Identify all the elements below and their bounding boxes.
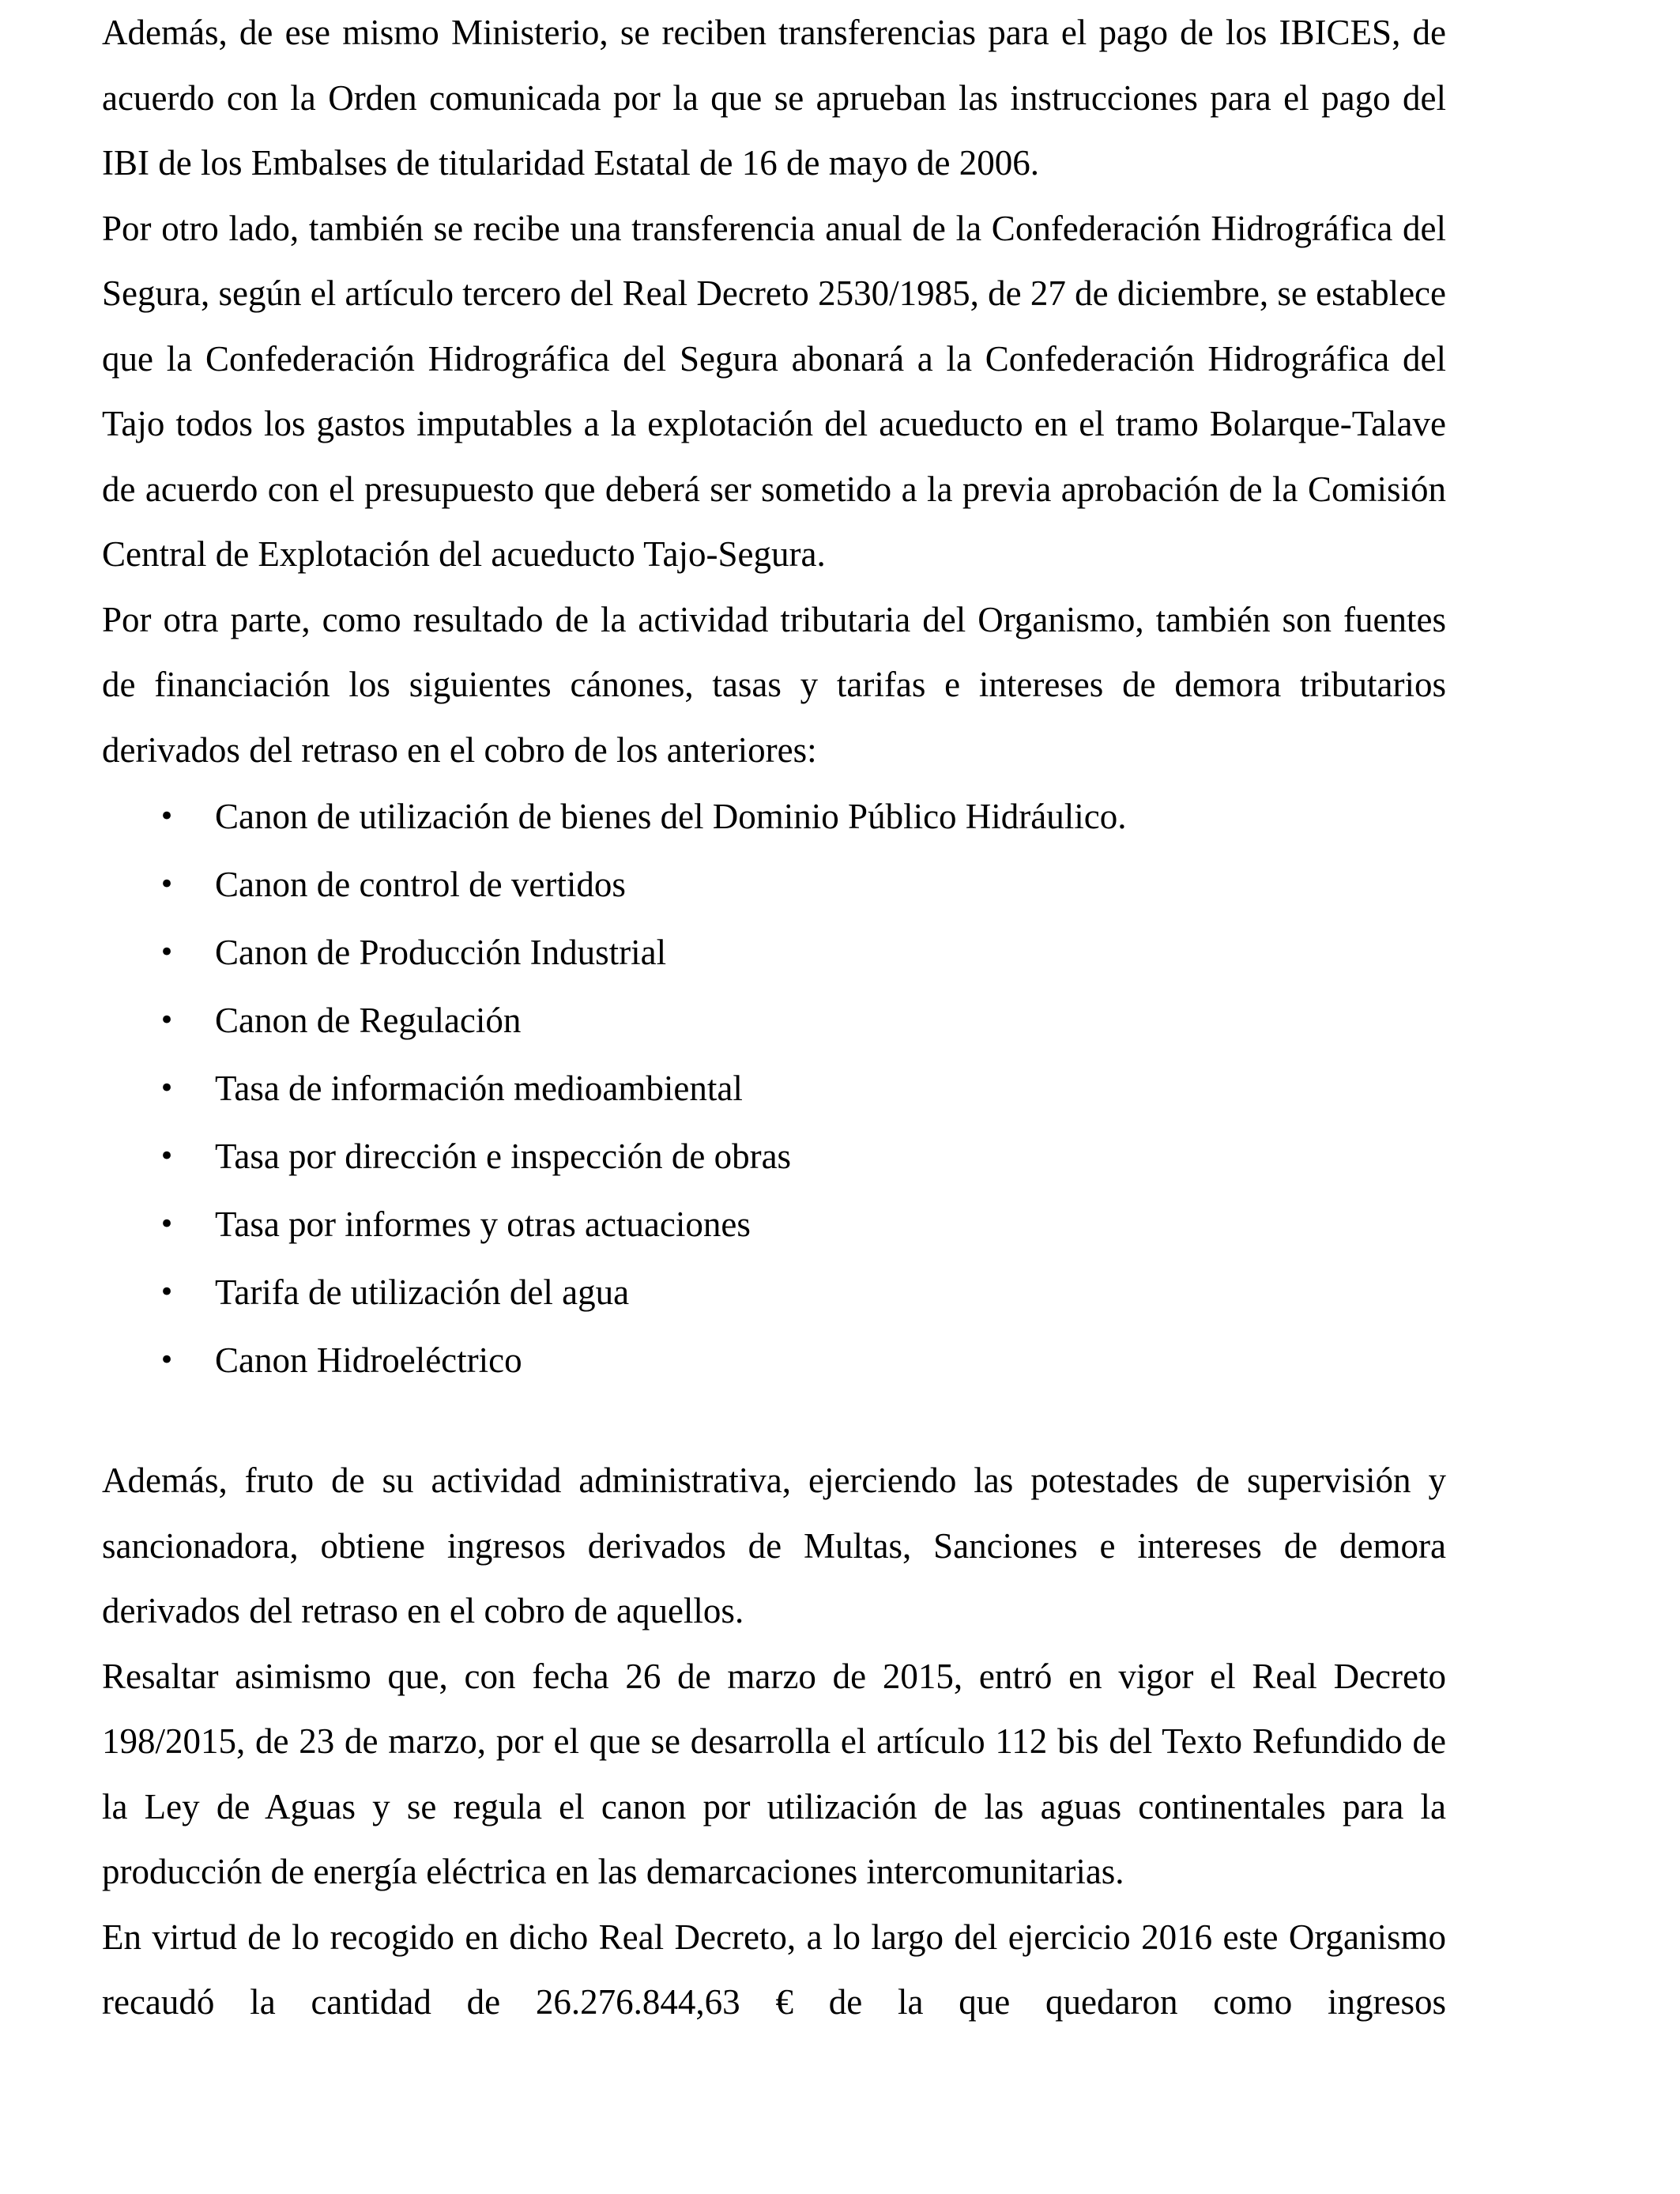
bullet-icon: •: [159, 1140, 175, 1172]
list-item: [102, 1326, 1446, 1394]
list-item-text: Tarifa de utilización del agua: [215, 1272, 630, 1312]
paragraph-ibices-transfers: Además, de ese mismo Ministerio, se reciben transferencias para el pago de los IBICES, de acuerdo con la Orden comunicada por la que se aprueban las instrucciones para el pago del IBI de los Embalses de titularidad Estatal de 16 de mayo de 2006.: [102, 13, 1446, 183]
paragraph-real-decreto: Resaltar asimismo que, con fecha 26 de marzo de 2015, entró en vigor el Real Decreto 198/2015, de 23 de marzo, por el que se desarrolla el artículo 112 bis del Texto Refundido de la Ley de Aguas y se regula el canon por utilización de las aguas continentales para la producción de energía eléctrica en las demarcaciones intercomunitarias.: [102, 1656, 1446, 1891]
paragraph-segura-transfer: Por otro lado, también se recibe una transferencia anual de la Confederación Hidrográfica del Segura, según el artículo tercero del Real Decreto 2530/1985, de 27 de diciembre, se establece que la Confederación Hidrográfica del Segura abonará a la Confederación Hidrográfica del Tajo todos los gastos imputables a la explotación del acueducto en el tramo Bolarque-Talave de acuerdo con el presupuesto que deberá ser sometido a la previa aprobación de la Comisión Central de Explotación del acueducto Tajo-Segura.: [102, 208, 1446, 574]
list-item-text: Canon de Regulación: [215, 1001, 522, 1040]
paragraph-tax-activity: Por otra parte, como resultado de la actividad tributaria del Organismo, también son fuentes de financiación los siguientes cánones, tasas y tarifas e intereses de demora tributarios derivados del retraso en el cobro de los anteriores:: [102, 599, 1446, 770]
bullet-icon: •: [159, 1276, 175, 1308]
bullet-icon: •: [159, 1072, 175, 1104]
list-item: [102, 1122, 1446, 1190]
list-item-text: Tasa por dirección e inspección de obras: [215, 1137, 792, 1176]
list-item: [102, 918, 1446, 986]
list-item: [102, 1054, 1446, 1122]
list-item: [102, 850, 1446, 918]
list-item: [102, 986, 1446, 1054]
paragraph-canon-collection: En virtud de lo recogido en dicho Real Decreto, a lo largo del ejercicio 2016 este Organismo recaudó la cantidad de 26.276.844,63 € de la que quedaron como ingresos: [102, 1917, 1446, 2022]
paragraph-administrative-income: Además, fruto de su actividad administrativa, ejerciendo las potestades de supervisión y sancionadora, obtiene ingresos derivados de Multas, Sanciones e intereses de demora derivados del retraso en el cobro de aquellos.: [102, 1461, 1446, 1630]
bullet-icon: •: [159, 1005, 175, 1036]
bullet-icon: •: [159, 1208, 175, 1240]
fee-list: [102, 782, 1446, 1394]
list-item-text: Tasa de información medioambiental: [215, 1069, 743, 1108]
list-item-text: Canon de Producción Industrial: [215, 933, 667, 972]
list-item-text: Tasa por informes y otras actuaciones: [215, 1204, 751, 1244]
list-item: [102, 1190, 1446, 1258]
list-item: [102, 782, 1446, 850]
list-item-text: Canon de control de vertidos: [215, 865, 626, 904]
blank-line: [102, 1394, 1446, 1448]
bullet-icon: •: [159, 937, 175, 968]
list-item: [102, 1258, 1446, 1326]
document-body: [102, 0, 1446, 2035]
list-item-text: Canon Hidroeléctrico: [215, 1340, 522, 1380]
list-item-text: Canon de utilización de bienes del Dominio Público Hidráulico.: [215, 797, 1127, 836]
bullet-icon: •: [159, 869, 175, 900]
bullet-icon: •: [159, 1344, 175, 1376]
bullet-icon: •: [159, 801, 175, 832]
